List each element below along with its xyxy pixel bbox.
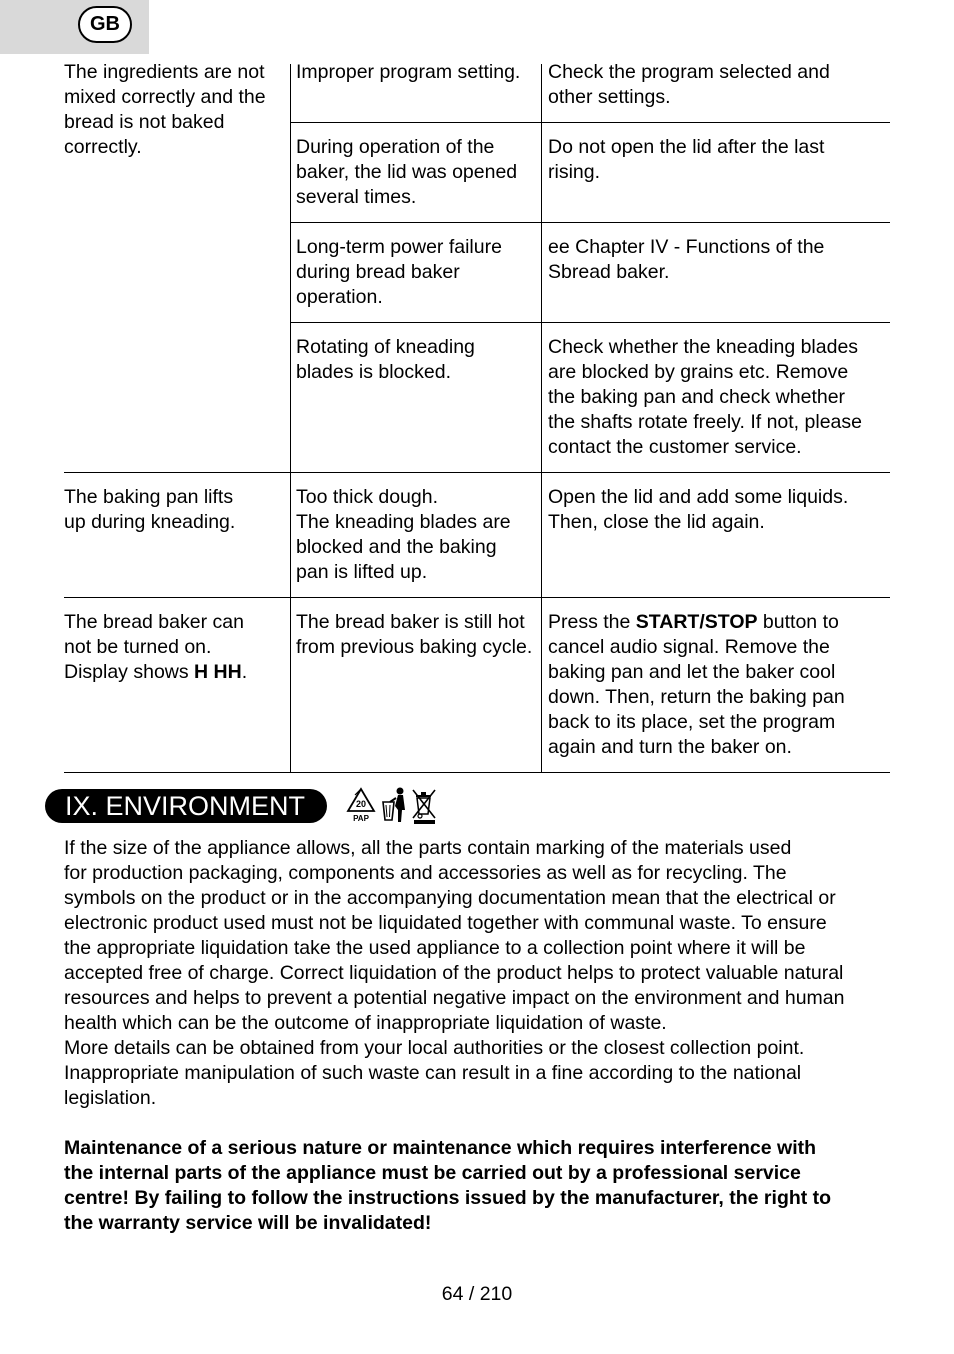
solution-cell: ee Chapter IV - Functions of the Sbread baker. (548, 236, 825, 283)
cause-cell: The bread baker is still hot from previous baking cycle. (296, 611, 533, 658)
button-name: START/STOP (635, 611, 758, 633)
tidy-man-icon (383, 788, 405, 823)
recycle-code: PAP (353, 814, 369, 823)
solution-cell: Check whether the kneading blades are blocked by grains etc. Remove the baking pan and check whether the shafts rotate freely. If not, please contact the customer service. (548, 336, 862, 458)
crossed-bin-icon (413, 790, 435, 824)
problem-cell (64, 610, 286, 685)
total-pages: / 210 (463, 1283, 513, 1305)
recycle-number: 20 (355, 799, 367, 809)
problem-text: The bread baker can not be turned on. Display shows (64, 611, 244, 683)
cause-cell: Improper program setting. (296, 61, 521, 83)
table-rule (64, 597, 890, 598)
table-divider-col1 (290, 64, 291, 772)
problem-cell: The baking pan lifts up during kneading. (64, 486, 236, 533)
table-divider-col2 (541, 64, 542, 772)
cause-cell: During operation of the baker, the lid was opened several times. (296, 136, 518, 208)
maintenance-warning: Maintenance of a serious nature or maintenance which requires interference with the internal parts of the appliance must be carried out by a professional service centre! By failing to follow the instructions issued by the manufacturer, the right to the warranty service will be invalidated! (64, 1137, 832, 1234)
recycle-icon (348, 789, 374, 823)
table-rule (64, 472, 890, 473)
environment-icons (345, 786, 440, 826)
page-number (0, 1283, 954, 1306)
solution-cell: Check the program selected and other settings. (548, 61, 830, 108)
solution-cell (548, 610, 888, 760)
table-rule (64, 772, 890, 773)
problem-text-end: . (241, 661, 248, 683)
language-badge: GB (78, 6, 132, 43)
current-page: 64 (441, 1283, 464, 1305)
solution-cell: Do not open the lid after the last rising. (548, 136, 825, 183)
table-rule (290, 222, 890, 223)
cause-cell: Too thick dough. The kneading blades are blocked and the baking pan is lifted up. (296, 486, 511, 583)
solution-cell: Open the lid and add some liquids. Then, close the lid again. (548, 486, 849, 533)
environment-paragraph: If the size of the appliance allows, all the parts contain marking of the materials used for production packaging, components and accessories as well as for recycling. The symbols on the product or in the accompanying documentation mean that the electrical or electronic product used must not be liquidated together with communal waste. To ensure the appropriate liquidation take the used appliance to a collection point where it will be accepted free of charge. Correct liquidation of the product helps to protect valuable natural resources and helps to prevent a potential negative impact on the environment and human health which can be the outcome of inappropriate liquidation of waste. More details can be obtained from your local authorities or the closest collection point. Inappropriate manipulation of such waste can result in a fine according to the national legislation. (64, 837, 845, 1109)
cause-cell: Long-term power failure during bread baker operation. (296, 236, 502, 308)
solution-text: Press the (548, 611, 636, 633)
language-tab (0, 0, 149, 54)
cause-cell: Rotating of kneading blades is blocked. (296, 336, 475, 383)
problem-cell: The ingredients are not mixed correctly and the bread is not baked correctly. (64, 61, 266, 158)
solution-text-end: button to cancel audio signal. Remove the baking pan and let the baker cool down. Then, return the baking pan back to its place, set the program again and turn the baker on. (548, 611, 845, 758)
section-title: IX. ENVIRONMENT (45, 789, 327, 823)
display-code: H HH (194, 661, 242, 683)
table-rule (290, 322, 890, 323)
table-rule (290, 122, 890, 123)
